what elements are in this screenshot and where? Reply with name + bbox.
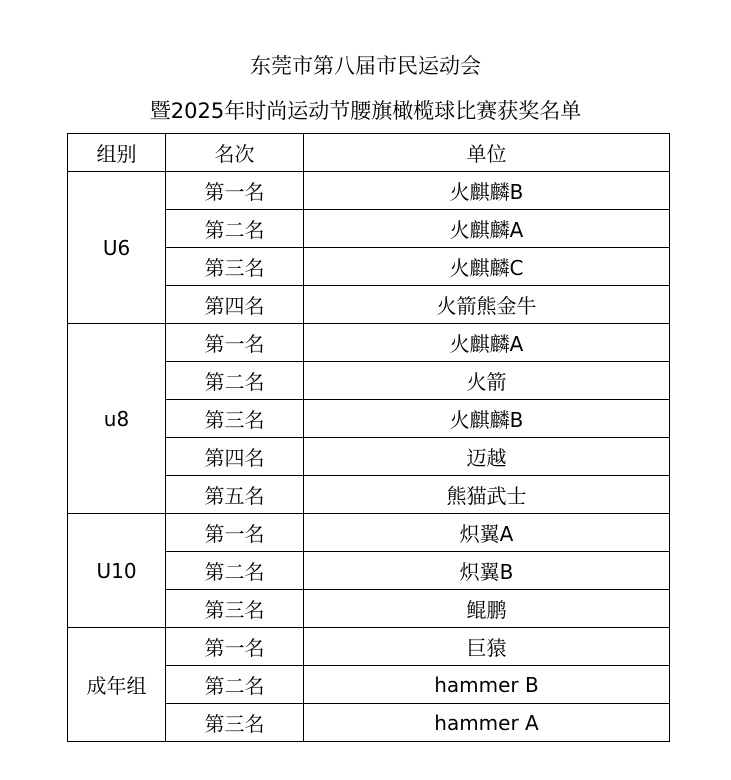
rank-cell: 第一名 <box>166 514 304 552</box>
group-cell: U10 <box>68 514 166 628</box>
rank-cell: 第三名 <box>166 704 304 742</box>
header-group: 组别 <box>68 134 166 172</box>
rank-cell: 第五名 <box>166 476 304 514</box>
rank-cell: 第二名 <box>166 666 304 704</box>
unit-cell: 火箭熊金牛 <box>304 286 670 324</box>
rank-cell: 第一名 <box>166 628 304 666</box>
unit-cell: 熊猫武士 <box>304 476 670 514</box>
unit-cell: hammer B <box>304 666 670 704</box>
document-title: 东莞市第八届市民运动会 <box>250 54 481 78</box>
unit-cell: 巨猿 <box>304 628 670 666</box>
award-table <box>67 133 670 742</box>
unit-cell: 火麒麟B <box>304 400 670 438</box>
group-cell: U6 <box>68 172 166 324</box>
rank-cell: 第四名 <box>166 286 304 324</box>
unit-cell: 炽翼B <box>304 552 670 590</box>
rank-cell: 第四名 <box>166 438 304 476</box>
document-subtitle: 暨2025年时尚运动节腰旗橄榄球比赛获奖名单 <box>149 99 582 123</box>
unit-cell: 火麒麟C <box>304 248 670 286</box>
table-row <box>68 172 670 210</box>
header-unit: 单位 <box>304 134 670 172</box>
unit-cell: 迈越 <box>304 438 670 476</box>
unit-cell: hammer A <box>304 704 670 742</box>
group-cell: 成年组 <box>68 628 166 742</box>
rank-cell: 第一名 <box>166 172 304 210</box>
unit-cell: 鲲鹏 <box>304 590 670 628</box>
table-row <box>68 324 670 362</box>
unit-cell: 炽翼A <box>304 514 670 552</box>
table-header-row <box>68 134 670 172</box>
table-body <box>68 172 670 742</box>
rank-cell: 第二名 <box>166 210 304 248</box>
header-rank: 名次 <box>166 134 304 172</box>
unit-cell: 火麒麟A <box>304 324 670 362</box>
table-row <box>68 514 670 552</box>
unit-cell: 火箭 <box>304 362 670 400</box>
group-cell: u8 <box>68 324 166 514</box>
rank-cell: 第二名 <box>166 362 304 400</box>
rank-cell: 第三名 <box>166 590 304 628</box>
table-row <box>68 628 670 666</box>
rank-cell: 第一名 <box>166 324 304 362</box>
rank-cell: 第三名 <box>166 400 304 438</box>
unit-cell: 火麒麟A <box>304 210 670 248</box>
rank-cell: 第二名 <box>166 552 304 590</box>
unit-cell: 火麒麟B <box>304 172 670 210</box>
rank-cell: 第三名 <box>166 248 304 286</box>
